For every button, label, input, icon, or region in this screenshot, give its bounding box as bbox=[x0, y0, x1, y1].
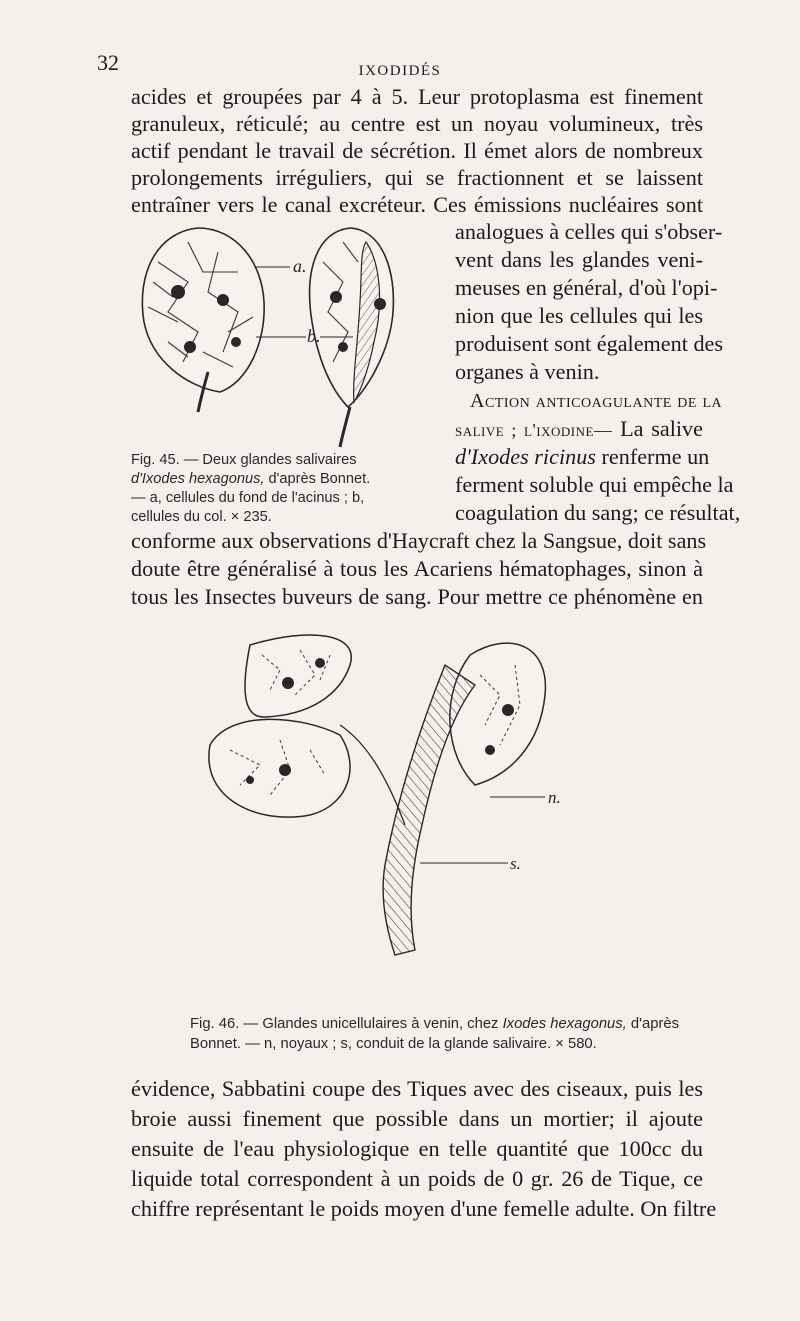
figure-45-caption bbox=[131, 451, 439, 527]
species-name: Ixodes hexagonus, bbox=[502, 1016, 627, 1032]
text-line: nion que les cellules qui les bbox=[455, 303, 703, 328]
text-line: prolongements irréguliers, qui se fractionnent et se laissent bbox=[131, 165, 703, 190]
text-span: renferme un bbox=[595, 444, 710, 469]
text-line: doute être généralisé à tous les Acariens hématophages, sinon à bbox=[131, 556, 703, 581]
text-line: produisent sont également des bbox=[455, 331, 724, 356]
section-heading: Action anticoagulante de la bbox=[470, 390, 723, 412]
species-name: d'Ixodes ricinus bbox=[455, 444, 596, 469]
text-line: tous les Insectes buveurs de sang. Pour mettre ce phénomène en bbox=[131, 584, 703, 609]
text-line: liquide total correspondent à un poids de 0 gr. 26 de Tique, ce bbox=[131, 1166, 703, 1191]
text-line: coagulation du sang; ce résultat, bbox=[455, 500, 741, 525]
caption-line: Bonnet. — n, noyaux ; s, conduit de la glande salivaire. × 580. bbox=[190, 1036, 597, 1052]
page-number: 32 bbox=[97, 50, 119, 75]
right-cell-drawing bbox=[450, 643, 546, 785]
text-line: meuses en général, d'où l'opi- bbox=[455, 275, 718, 300]
text-line: actif pendant le travail de sécrétion. Il émet alors de nombreux bbox=[131, 138, 703, 163]
figure-46-caption bbox=[190, 1014, 730, 1054]
caption-line bbox=[190, 1014, 730, 1034]
figure-46-illustration bbox=[190, 625, 610, 960]
caption-text: d'après bbox=[626, 1016, 679, 1032]
section-heading-caps: salive ; l'ixodine— bbox=[455, 420, 613, 440]
text-line: conforme aux observations d'Haycraft chez la Sangsue, doit sans bbox=[131, 528, 707, 553]
figure-label-s: s. bbox=[510, 854, 521, 873]
species-name: d'Ixodes hexagonus, bbox=[131, 471, 265, 487]
caption-text: — Deux glandes salivaires bbox=[179, 452, 357, 468]
salivary-duct-drawing bbox=[340, 665, 475, 955]
text-line: broie aussi finement que possible dans un mortier; il ajoute bbox=[131, 1106, 703, 1131]
caption-text: d'après Bonnet. bbox=[264, 471, 371, 487]
figure-label-b: b. bbox=[307, 326, 321, 346]
text-line: organes à venin. bbox=[455, 359, 600, 384]
text-line: vent dans les glandes veni- bbox=[455, 247, 703, 272]
text-line: ensuite de l'eau physiologique en telle quantité que 100cc du bbox=[131, 1136, 703, 1161]
text-line bbox=[455, 443, 710, 471]
caption-line bbox=[131, 470, 439, 489]
text-line bbox=[455, 415, 703, 444]
figure-45-illustration bbox=[128, 222, 448, 452]
text-line: évidence, Sabbatini coupe des Tiques avec des ciseaux, puis les bbox=[131, 1076, 703, 1101]
caption-line: cellules du col. × 235. bbox=[131, 509, 272, 525]
lower-cell-drawing bbox=[209, 719, 350, 817]
figure-label-a: a. bbox=[293, 256, 307, 276]
figure-number: Fig. 46. bbox=[190, 1016, 240, 1032]
text-line: entraîner vers le canal excréteur. Ces émissions nucléaires sont bbox=[131, 192, 703, 217]
text-line: granuleux, réticulé; au centre est un noyau volumineux, très bbox=[131, 111, 703, 136]
text-line: analogues à celles qui s'obser- bbox=[455, 219, 723, 244]
text-line: acides et groupées par 4 à 5. Leur protoplasma est finement bbox=[131, 84, 703, 109]
left-gland-drawing bbox=[142, 228, 264, 412]
running-title: IXODIDÉS bbox=[358, 63, 442, 79]
text-line: ferment soluble qui empêche la bbox=[455, 472, 734, 497]
caption-line: — a, cellules du fond de l'acinus ; b, bbox=[131, 490, 365, 506]
caption-text: — Glandes unicellulaires à venin, chez bbox=[239, 1016, 503, 1032]
text-span: La salive bbox=[612, 416, 703, 441]
upper-cell-drawing bbox=[245, 635, 351, 717]
text-line: chiffre représentant le poids moyen d'une femelle adulte. On filtre bbox=[131, 1196, 717, 1221]
caption-line bbox=[131, 451, 439, 470]
figure-label-n: n. bbox=[548, 788, 561, 807]
figure-number: Fig. 45. bbox=[131, 452, 180, 468]
